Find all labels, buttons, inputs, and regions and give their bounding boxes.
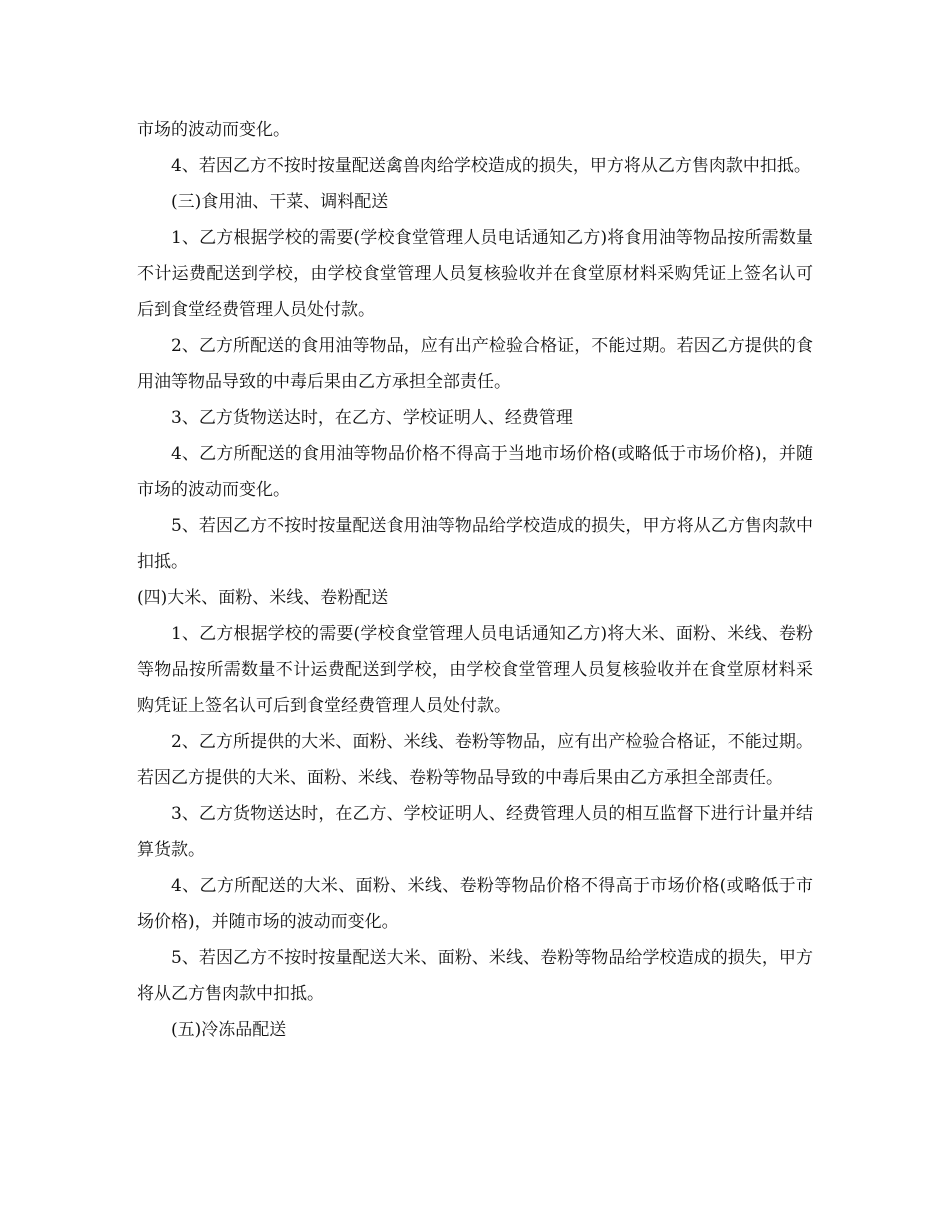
paragraph-rice-item-4: 4、乙方所配送的大米、面粉、米线、卷粉等物品价格不得高于市场价格(或略低于市场价格)，并随市场的波动而变化。: [137, 876, 813, 932]
paragraph-oil-item-4: 4、乙方所配送的食用油等物品价格不得高于当地市场价格(或略低于市场价格)，并随市场的波动而变化。: [137, 444, 813, 500]
paragraph-rice-item-1: 1、乙方根据学校的需要(学校食堂管理人员电话通知乙方)将大米、面粉、米线、卷粉等物品按所需数量不计运费配送到学校，由学校食堂管理人员复核验收并在食堂原材料采购凭证上签名认可后到食堂经费管理人员处付款。: [137, 624, 813, 716]
paragraph-rice-item-5: 5、若因乙方不按时按量配送大米、面粉、米线、卷粉等物品给学校造成的损失，甲方将从乙方售肉款中扣抵。: [137, 948, 813, 1004]
paragraph-oil-item-2: 2、乙方所配送的食用油等物品，应有出产检验合格证，不能过期。若因乙方提供的食用油等物品导致的中毒后果由乙方承担全部责任。: [137, 336, 813, 392]
paragraph-item-4-meat-loss: 4、若因乙方不按时按量配送禽兽肉给学校造成的损失，甲方将从乙方售肉款中扣抵。: [171, 156, 811, 176]
section-heading-4-rice: (四)大米、面粉、米线、卷粉配送: [137, 588, 389, 608]
paragraph-continuation: 市场的波动而变化。: [137, 120, 290, 140]
paragraph-rice-item-2: 2、乙方所提供的大米、面粉、米线、卷粉等物品，应有出产检验合格证，不能过期。若因乙方提供的大米、面粉、米线、卷粉等物品导致的中毒后果由乙方承担全部责任。: [137, 732, 813, 788]
document-body: [137, 112, 813, 1048]
section-heading-3-oil: (三)食用油、干菜、调料配送: [171, 192, 389, 212]
section-heading-5-frozen: (五)冷冻品配送: [171, 1020, 287, 1040]
paragraph-oil-item-5: 5、若因乙方不按时按量配送食用油等物品给学校造成的损失，甲方将从乙方售肉款中扣抵。: [137, 516, 813, 572]
paragraph-oil-item-1: 1、乙方根据学校的需要(学校食堂管理人员电话通知乙方)将食用油等物品按所需数量不计运费配送到学校，由学校食堂管理人员复核验收并在食堂原材料采购凭证上签名认可后到食堂经费管理人员处付款。: [137, 228, 813, 320]
paragraph-rice-item-3: 3、乙方货物送达时，在乙方、学校证明人、经费管理人员的相互监督下进行计量并结算货款。: [137, 804, 813, 860]
paragraph-oil-item-3: 3、乙方货物送达时，在乙方、学校证明人、经费管理: [171, 408, 573, 428]
